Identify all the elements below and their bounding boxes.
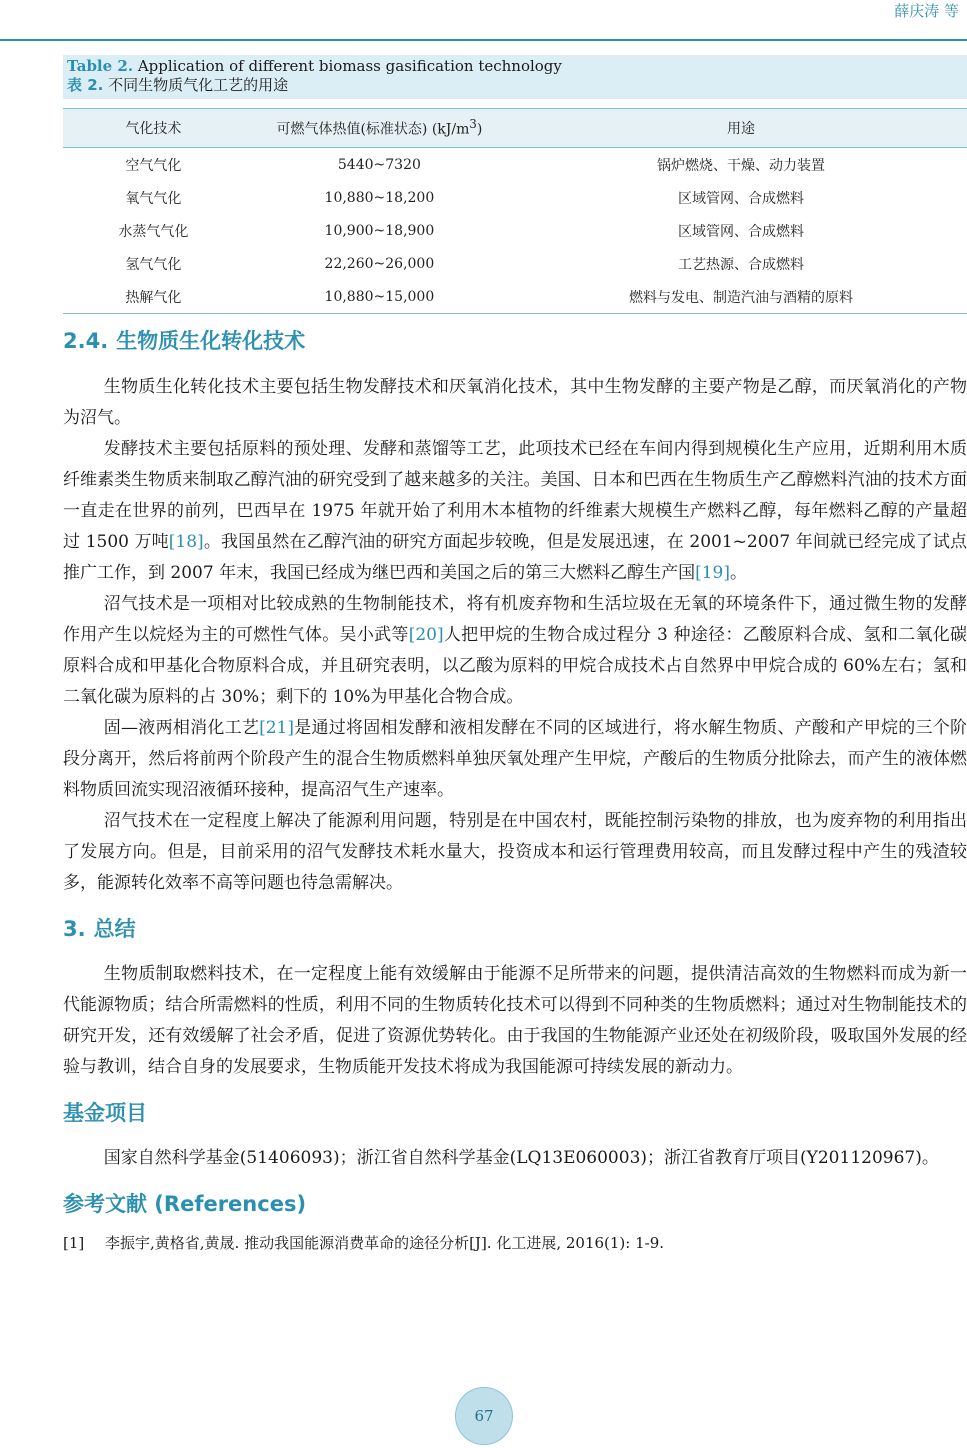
- table-cell: 热解气化: [63, 280, 244, 314]
- table-cell: 10,880~15,000: [244, 280, 515, 314]
- citation-link[interactable]: [20]: [408, 625, 444, 645]
- reference-item: [63, 1232, 967, 1254]
- table-cell: 燃料与发电、制造汽油与酒精的原料: [515, 280, 967, 314]
- table-row: [63, 214, 967, 247]
- col-header-technology: 气化技术: [63, 109, 244, 148]
- table-cell: 10,880~18,200: [324, 189, 435, 206]
- table-title-en: Application of different biomass gasification technology: [137, 57, 562, 75]
- reference-text: 李振宇,黄格省,黄晟. 推动我国能源消费革命的途径分析[J]. 化工进展, 2016(1): 1-9.: [105, 1234, 665, 1252]
- paragraph: 固—液两相消化工艺[21]是通过将固相发酵和液相发酵在不同的区域进行，将水解生物质、产酸和产甲烷的三个阶段分离开，然后将前两个阶段产生的混合生物质燃料单独厌氧处理产生甲烷，产酸后的生物质分批除去，而产生的液体燃料物质回流实现沼液循环接种，提高沼气生产速率。: [63, 718, 967, 800]
- table-cell: 工艺热源、合成燃料: [677, 256, 804, 273]
- table-title-zh: 不同生物质气化工艺的用途: [108, 76, 289, 94]
- header-rule: [0, 39, 967, 41]
- article-body: [63, 325, 967, 1254]
- table-cell: 22,260~26,000: [324, 255, 435, 272]
- table-label-en: Table 2.: [67, 57, 134, 75]
- reference-number: [1]: [63, 1234, 85, 1252]
- table-row: [63, 148, 967, 182]
- paragraph: 发酵技术主要包括原料的预处理、发酵和蒸馏等工艺，此项技术已经在车间内得到规模化生产应用，近期利用木质纤维素类生物质来制取乙醇汽油的研究受到了越来越多的关注。美国、日本和巴西在生物质生产乙醇燃料汽油的技术方面一直走在世界的前列，巴西早在 1975 年就开始了利用木本植物的纤维素大规模生产燃料乙醇，每年燃料乙醇的产量超过 1500 万吨[18]。我国虽然在乙醇汽油的研究方面起步较晚，但是发展迅速，在 2001~2007 年间就已经完成了试点推广工作，到 2007 年末，我国已经成为继巴西和美国之后的第三大燃料乙醇生产国[19]。: [63, 439, 967, 583]
- col-header-heating-value: 可燃气体热值(标准状态) $(kJ/m^3)$: [244, 109, 515, 148]
- table-cell: 锅炉燃烧、干燥、动力装置: [656, 157, 825, 174]
- section-heading-2-4: 2.4. 生物质生化转化技术: [63, 329, 306, 353]
- table-cell: 氧气气化: [125, 190, 182, 207]
- gasification-table: [63, 108, 967, 314]
- citation-link[interactable]: [18]: [168, 532, 204, 552]
- table-cell: 水蒸气气化: [118, 223, 189, 240]
- table-header-row: [63, 109, 967, 148]
- table-row: [63, 181, 967, 214]
- references-heading: 参考文献 (References): [63, 1192, 307, 1216]
- running-head-author: 薛庆涛 等: [894, 2, 959, 20]
- table-caption: [63, 55, 967, 99]
- table-cell: 5440~7320: [337, 156, 421, 173]
- paragraph: 沼气技术在一定程度上解决了能源利用问题，特别是在中国农村，既能控制污染物的排放，也为废弃物的利用指出了发展方向。但是，目前采用的沼气发酵技术耗水量大，投资成本和运行管理费用较高，而且发酵过程中产生的残渣较多，能源转化效率不高等问题也待急需解决。: [63, 811, 967, 893]
- table-cell: 区域管网、合成燃料: [677, 223, 804, 240]
- table-caption-en: [67, 57, 963, 76]
- table-caption-zh: [67, 76, 963, 95]
- table-row: [63, 280, 967, 314]
- paragraph: 沼气技术是一项相对比较成熟的生物制能技术，将有机废弃物和生活垃圾在无氧的环境条件下，通过微生物的发酵作用产生以烷烃为主的可燃性气体。吴小武等[20]人把甲烷的生物合成过程分 3 种途径：乙酸原料合成、氢和二氧化碳原料合成和甲基化合物原料合成，并且研究表明，以乙酸为原料的甲烷合成技术占自然界中甲烷合成的 60%左右；氢和二氧化碳为原料的占 30%；剩下的 10%为甲基化合物合成。: [63, 594, 967, 707]
- page-number-badge: 67: [455, 1387, 513, 1445]
- funding-text: 国家自然科学基金(51406093)；浙江省自然科学基金(LQ13E060003)；浙江省教育厅项目(Y201120967)。: [103, 1148, 939, 1168]
- funding-heading: 基金项目: [63, 1101, 147, 1125]
- table-row: [63, 247, 967, 280]
- paragraph: 生物质制取燃料技术，在一定程度上能有效缓解由于能源不足所带来的问题，提供清洁高效的生物燃料而成为新一代能源物质；结合所需燃料的性质，利用不同的生物质转化技术可以得到不同种类的生物质燃料；通过对生物制能技术的研究开发，还有效缓解了社会矛盾，促进了资源优势转化。由于我国的生物能源产业还处在初级阶段，吸取国外发展的经验与教训，结合自身的发展要求，生物质能开发技术将成为我国能源可持续发展的新动力。: [63, 964, 967, 1077]
- table-cell: 空气气化: [125, 157, 182, 174]
- citation-link[interactable]: [21]: [259, 718, 295, 738]
- section-heading-3: 3. 总结: [63, 917, 136, 941]
- col-header-usage: 用途: [515, 109, 967, 148]
- citation-link[interactable]: [19]: [695, 563, 730, 583]
- table-cell: 氢气气化: [125, 256, 182, 273]
- table-cell: 10,900~18,900: [324, 222, 435, 239]
- table-cell: 区域管网、合成燃料: [677, 190, 804, 207]
- paragraph: 生物质生化转化技术主要包括生物发酵技术和厌氧消化技术，其中生物发酵的主要产物是乙醇，而厌氧消化的产物为沼气。: [63, 377, 967, 428]
- table-label-zh: 表 2.: [67, 76, 104, 94]
